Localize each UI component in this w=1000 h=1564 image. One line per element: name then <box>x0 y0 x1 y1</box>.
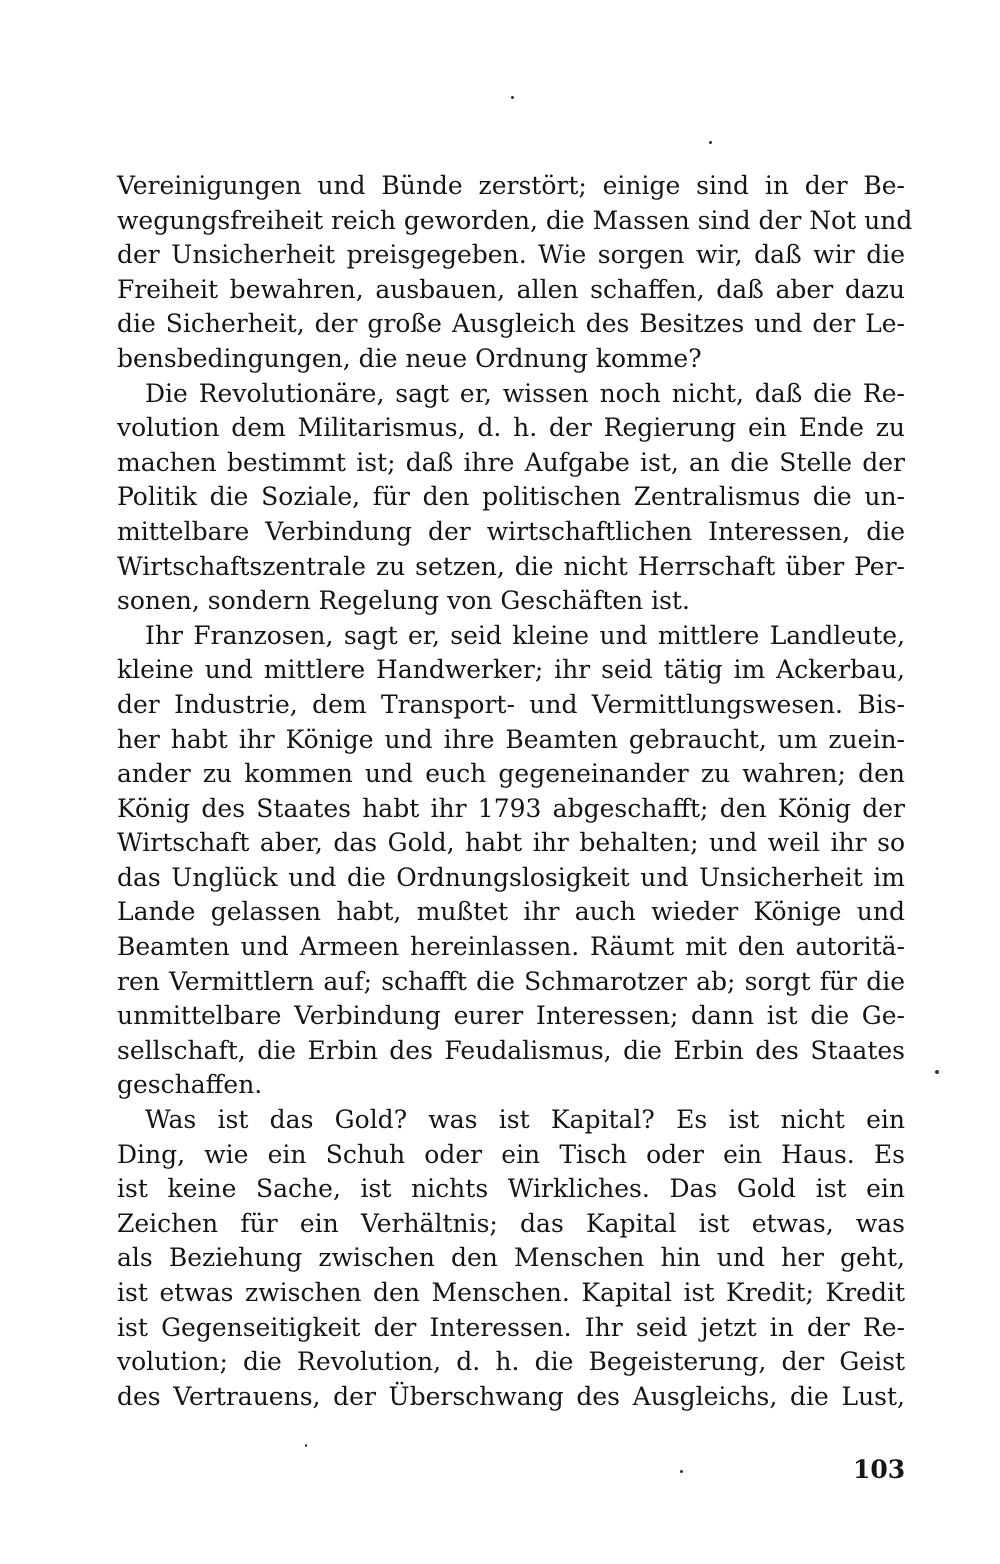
scan-speck <box>935 1070 939 1074</box>
scan-speck <box>709 141 712 144</box>
text-line: sonen, sondern Regelung von Geschäften ist. <box>117 586 690 616</box>
text-line: ist Gegenseitigkeit der Interessen. Ihr seid jetzt in der Re- <box>117 1312 905 1342</box>
text-line: Politik die Soziale, für den politischen Zentralismus die un- <box>117 482 905 512</box>
text-line: machen bestimmt ist; daß ihre Aufgabe ist, an die Stelle der <box>117 447 905 477</box>
text-line: Lande gelassen habt, mußtet ihr auch wieder Könige und <box>117 897 905 927</box>
text-line: mittelbare Verbindung der wirtschaftlichen Interessen, die <box>117 516 905 546</box>
text-line: Wirtschaftszentrale zu setzen, die nicht Herrschaft über Per- <box>117 551 905 581</box>
text-line: das Unglück und die Ordnungslosigkeit und Unsicherheit im <box>117 862 905 892</box>
text-line: Wirtschaft aber, das Gold, habt ihr behalten; und weil ihr so <box>117 828 905 858</box>
text-line: des Vertrauens, der Überschwang des Ausgleichs, die Lust, <box>117 1381 905 1411</box>
text-line: kleine und mittlere Handwerker; ihr seid tätig im Ackerbau, <box>117 655 905 685</box>
text-line: wegungsfreiheit reich geworden, die Massen sind der Not und <box>117 205 913 235</box>
text-line: König des Staates habt ihr 1793 abgeschafft; den König der <box>117 793 905 823</box>
text-line: ren Vermittlern auf; schafft die Schmarotzer ab; sorgt für die <box>117 966 905 996</box>
text-line: Was ist das Gold? was ist Kapital? Es ist nicht ein <box>145 1105 905 1135</box>
body-text <box>117 169 913 1414</box>
text-line: als Beziehung zwischen den Menschen hin und her geht, <box>117 1243 905 1273</box>
scan-speck <box>305 1444 307 1447</box>
scan-speck <box>511 96 514 99</box>
text-line: die Sicherheit, der große Ausgleich des Besitzes und der Le- <box>117 309 905 339</box>
text-line: ander zu kommen und euch gegeneinander zu wahren; den <box>117 759 905 789</box>
text-line: geschaffen. <box>117 1070 263 1100</box>
scan-speck <box>680 1470 683 1473</box>
text-line: volution dem Militarismus, d. h. der Regierung ein Ende zu <box>117 413 905 443</box>
page-number: 103 <box>853 1455 906 1484</box>
text-line: ist keine Sache, ist nichts Wirkliches. Das Gold ist ein <box>117 1174 905 1204</box>
text-line: sellschaft, die Erbin des Feudalismus, die Erbin des Staates <box>117 1035 905 1065</box>
text-line: unmittelbare Verbindung eurer Interessen; dann ist die Ge- <box>117 1001 905 1031</box>
text-line: Ding, wie ein Schuh oder ein Tisch oder ein Haus. Es <box>117 1139 905 1169</box>
text-line: Die Revolutionäre, sagt er, wissen noch nicht, daß die Re- <box>145 378 905 408</box>
text-line: ist etwas zwischen den Menschen. Kapital ist Kredit; Kredit <box>117 1278 905 1307</box>
text-line: Vereinigungen und Bünde zerstört; einige sind in der Be- <box>117 171 905 200</box>
text-line: Zeichen für ein Verhältnis; das Kapital ist etwas, was <box>117 1208 905 1238</box>
text-line: bensbedingungen, die neue Ordnung komme? <box>117 343 702 373</box>
text-line: Beamten und Armeen hereinlassen. Räumt mit den autoritä- <box>117 932 905 962</box>
text-line: volution; die Revolution, d. h. die Begeisterung, der Geist <box>117 1347 905 1377</box>
text-line: Freiheit bewahren, ausbauen, allen schaffen, daß aber dazu <box>117 274 905 304</box>
text-line: Ihr Franzosen, sagt er, seid kleine und mittlere Landleute, <box>145 620 905 650</box>
text-line: der Unsicherheit preisgegeben. Wie sorgen wir, daß wir die <box>117 240 905 270</box>
text-line: der Industrie, dem Transport- und Vermittlungswesen. Bis- <box>117 689 905 719</box>
text-line: her habt ihr Könige und ihre Beamten gebraucht, um zuein- <box>117 724 905 754</box>
